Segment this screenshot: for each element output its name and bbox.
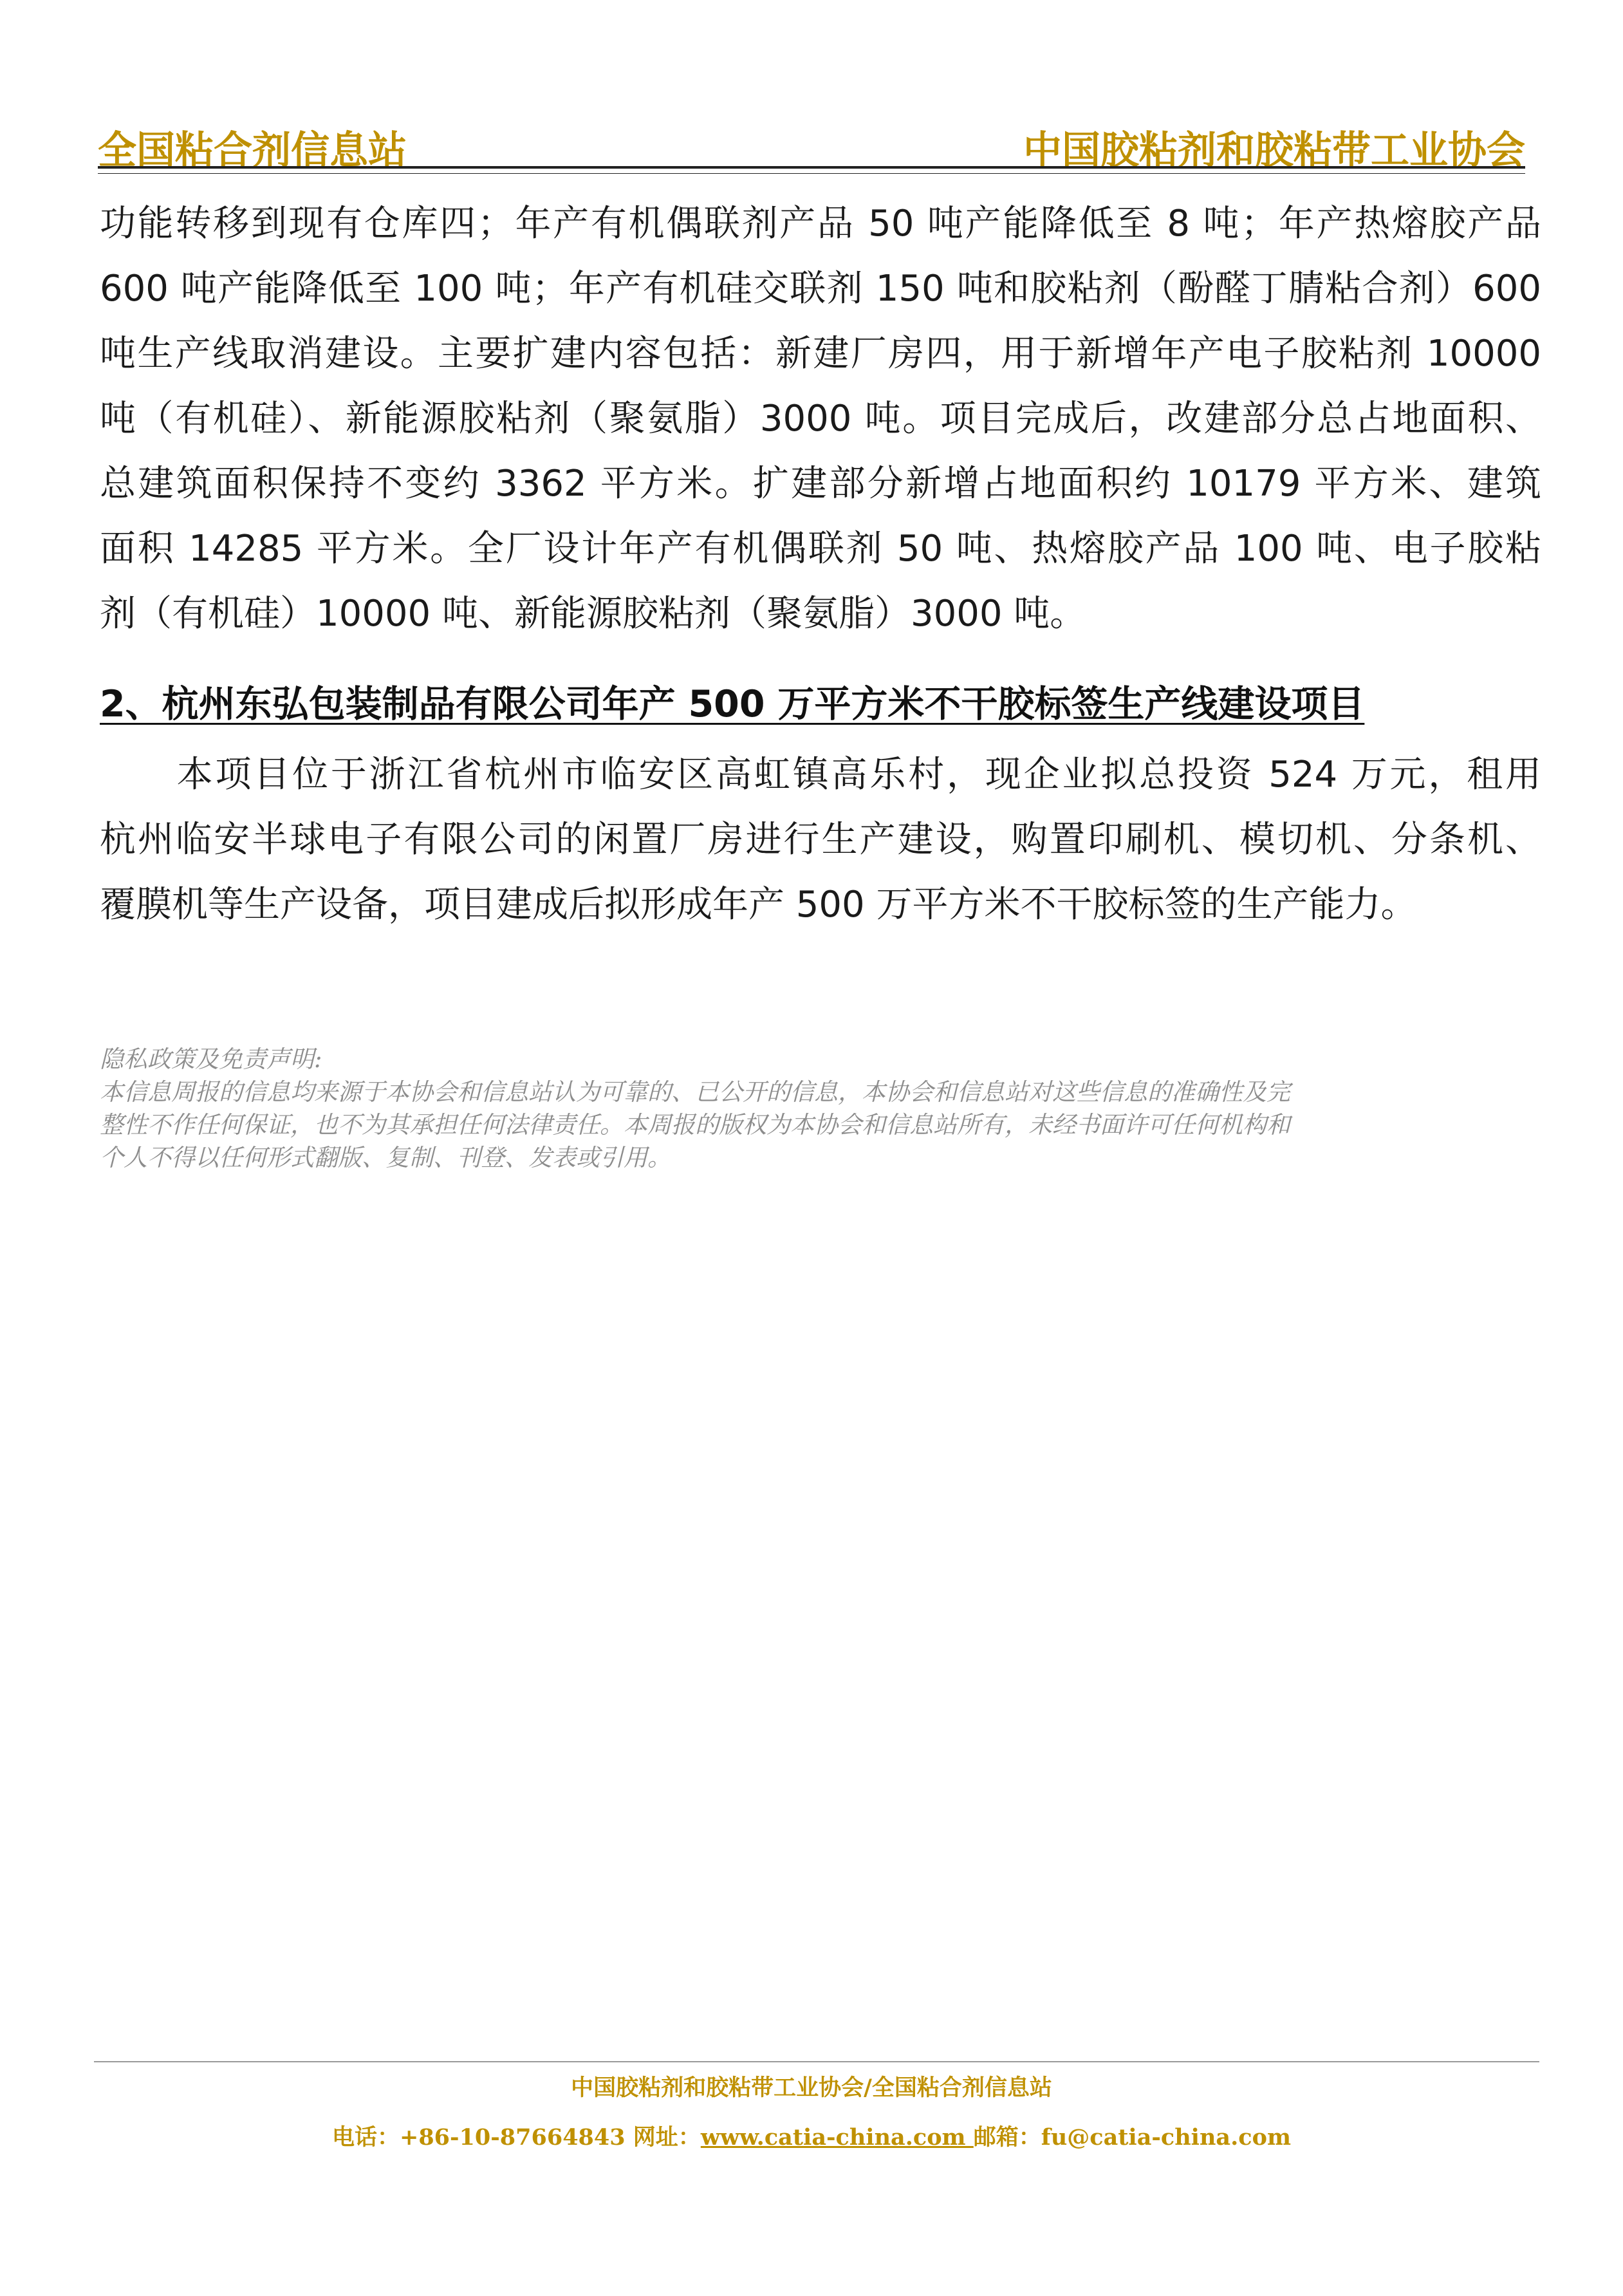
footer-phone: 电话：+86-10-87664843 网址： (332, 2124, 701, 2151)
paragraph-line: 杭州临安半球电子有限公司的闲置厂房进行生产建设，购置印刷机、模切机、分条机、 (100, 819, 1541, 861)
paragraph-line: 覆膜机等生产设备，项目建成后拟形成年产 500 万平方米不干胶标签的生产能力。 (100, 884, 1417, 926)
footer-org-line: 中国胶粘剂和胶粘带工业协会/全国粘合剂信息站 (571, 2075, 1052, 2101)
footer-website-link[interactable]: www.catia-china.com (700, 2124, 974, 2151)
paragraph-line: 总建筑面积保持不变约 3362 平方米。扩建部分新增占地面积约 10179 平方米、建筑 (100, 463, 1541, 505)
paragraph-line: 600 吨产能降低至 100 吨；年产有机硅交联剂 150 吨和胶粘剂（酚醛丁腈粘合剂）600 (100, 268, 1541, 310)
header-divider (98, 166, 1525, 169)
header-left-title: 全国粘合剂信息站 (98, 128, 407, 173)
paragraph-line: 本项目位于浙江省杭州市临安区高虹镇高乐村，现企业拟总投资 524 万元，租用 (100, 754, 1541, 796)
body-paragraph-2 (100, 742, 1541, 937)
paragraph-line: 吨生产线取消建设。主要扩建内容包括：新建厂房四，用于新增年产电子胶粘剂 10000 (100, 333, 1541, 375)
disclaimer-block (100, 1043, 1541, 1174)
body-paragraph-1 (100, 191, 1541, 646)
disclaimer-line: 整性不作任何保证，也不为其承担任何法律责任。本周报的版权为本协会和信息站所有，未经书面许可任何机构和 (100, 1111, 1290, 1139)
paragraph-line: 吨（有机硅）、新能源胶粘剂（聚氨脂）3000 吨。项目完成后，改建部分总占地面积、 (100, 398, 1541, 440)
paragraph-line: 剂（有机硅）10000 吨、新能源胶粘剂（聚氨脂）3000 吨。 (100, 593, 1086, 635)
footer-divider (94, 2061, 1539, 2062)
header-right-title: 中国胶粘剂和胶粘带工业协会 (1023, 128, 1525, 173)
header-divider-thin (98, 173, 1525, 174)
page-header (98, 111, 1525, 173)
disclaimer-line: 个人不得以任何形式翻版、复制、刊登、发表或引用。 (100, 1144, 671, 1171)
footer-email: 邮箱：fu@catia-china.com (973, 2124, 1291, 2151)
footer-contact-line (0, 2120, 1623, 2152)
section-heading: 2、杭州东弘包装制品有限公司年产 500 万平方米不干胶标签生产线建设项目 (100, 683, 1365, 725)
paragraph-line: 功能转移到现有仓库四；年产有机偶联剂产品 50 吨产能降低至 8 吨；年产热熔胶产品 (100, 203, 1541, 245)
paragraph-line: 面积 14285 平方米。全厂设计年产有机偶联剂 50 吨、热熔胶产品 100 吨、电子胶粘 (100, 528, 1541, 570)
disclaimer-title: 隐私政策及免责声明: (100, 1045, 322, 1073)
disclaimer-line: 本信息周报的信息均来源于本协会和信息站认为可靠的、已公开的信息，本协会和信息站对这些信息的准确性及完 (100, 1078, 1290, 1106)
